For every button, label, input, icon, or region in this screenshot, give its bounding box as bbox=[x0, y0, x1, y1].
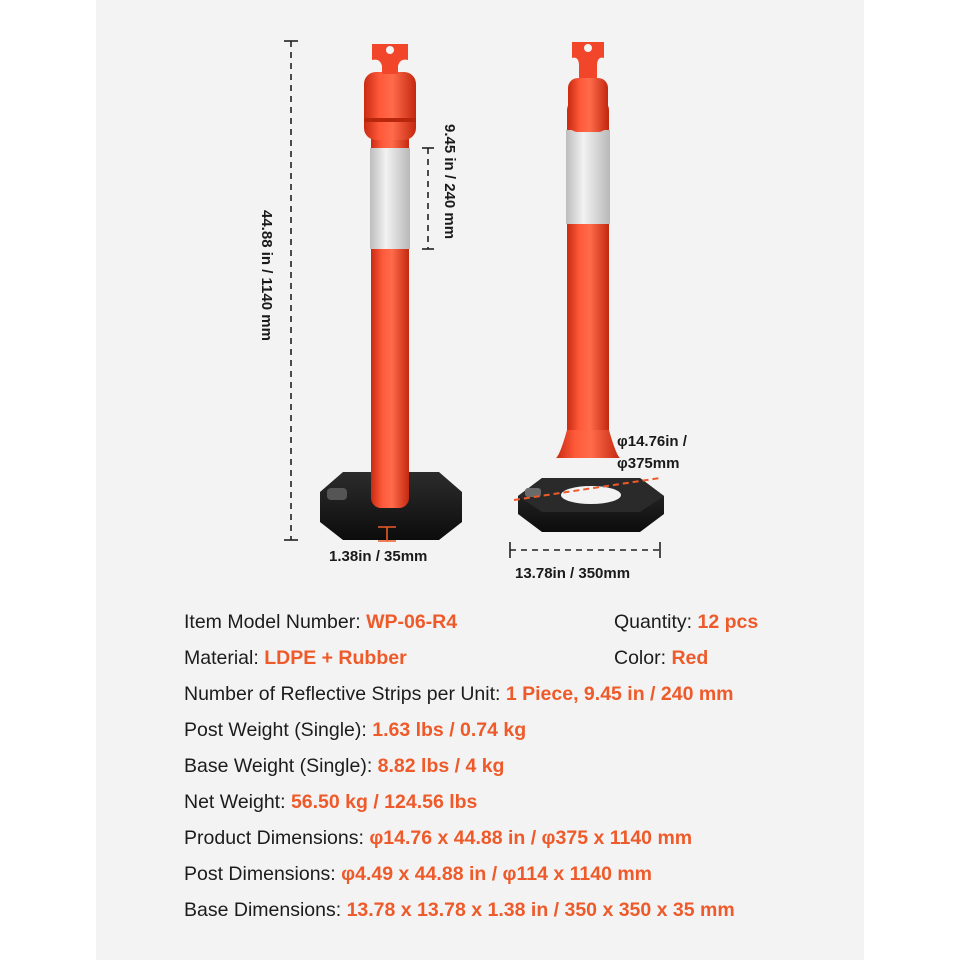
spec-color bbox=[614, 647, 708, 670]
spec-quantity-label: Quantity: bbox=[614, 611, 698, 633]
spec-base-dims bbox=[184, 899, 735, 922]
strip-length-label: 9.45 in / 240 mm bbox=[441, 124, 458, 240]
spec-base-weight-value: 8.82 lbs / 4 kg bbox=[377, 755, 505, 777]
spec-post-dims bbox=[184, 863, 652, 886]
spec-post-weight-label: Post Weight (Single): bbox=[184, 719, 373, 741]
exploded-base bbox=[514, 478, 664, 532]
spec-material-value: LDPE + Rubber bbox=[264, 647, 407, 669]
base-center-hole bbox=[561, 486, 621, 504]
spec-base-dims-label: Base Dimensions: bbox=[184, 899, 347, 921]
spec-color-value: Red bbox=[671, 647, 709, 669]
spec-color-label: Color: bbox=[614, 647, 672, 669]
spec-model-value: WP-06-R4 bbox=[366, 611, 458, 633]
spec-base-weight-label: Base Weight (Single): bbox=[184, 755, 378, 777]
base-width-dimension-line bbox=[510, 542, 660, 558]
spec-strips-value: 1 Piece, 9.45 in / 240 mm bbox=[505, 683, 734, 705]
height-dimension-line bbox=[284, 41, 298, 540]
spec-strips bbox=[184, 683, 734, 706]
spec-material bbox=[184, 647, 407, 670]
base-width-label: 13.78in / 350mm bbox=[515, 565, 631, 582]
spec-net-weight bbox=[184, 791, 477, 814]
spec-product-dims-value: φ14.76 x 44.88 in / φ375 x 1140 mm bbox=[369, 827, 693, 849]
spec-net-weight-label: Net Weight: bbox=[184, 791, 291, 813]
base-diameter-label-line2: φ375mm bbox=[617, 455, 680, 472]
base-diameter-label-line1: φ14.76in / bbox=[617, 433, 687, 450]
spec-post-dims-label: Post Dimensions: bbox=[184, 863, 342, 885]
height-label: 44.88 in / 1140 mm bbox=[258, 210, 275, 341]
exploded-post bbox=[556, 42, 620, 458]
spec-model-label: Item Model Number: bbox=[184, 611, 367, 633]
spec-material-label: Material: bbox=[184, 647, 265, 669]
spec-post-dims-value: φ4.49 x 44.88 in / φ114 x 1140 mm bbox=[341, 863, 653, 885]
base-thickness-label: 1.38in / 35mm bbox=[329, 548, 428, 565]
strip-dimension-line bbox=[422, 148, 434, 249]
spec-base-dims-value: 13.78 x 13.78 x 1.38 in / 350 x 350 x 35 mm bbox=[346, 899, 735, 921]
spec-post-weight-value: 1.63 lbs / 0.74 kg bbox=[372, 719, 527, 741]
spec-model bbox=[184, 611, 457, 634]
spec-quantity bbox=[614, 611, 758, 634]
spec-net-weight-value: 56.50 kg / 124.56 lbs bbox=[290, 791, 478, 813]
spec-quantity-value: 12 pcs bbox=[697, 611, 759, 633]
base-handle-slot bbox=[327, 488, 347, 500]
reflective-strip bbox=[370, 148, 410, 249]
spec-strips-label: Number of Reflective Strips per Unit: bbox=[184, 683, 506, 705]
spec-product-dims-label: Product Dimensions: bbox=[184, 827, 370, 849]
spec-post-weight bbox=[184, 719, 526, 742]
assembled-post bbox=[320, 44, 462, 540]
post-collar bbox=[364, 72, 416, 140]
spec-base-weight bbox=[184, 755, 504, 778]
exploded-reflective-strip bbox=[566, 130, 610, 224]
spec-product-dims bbox=[184, 827, 692, 850]
